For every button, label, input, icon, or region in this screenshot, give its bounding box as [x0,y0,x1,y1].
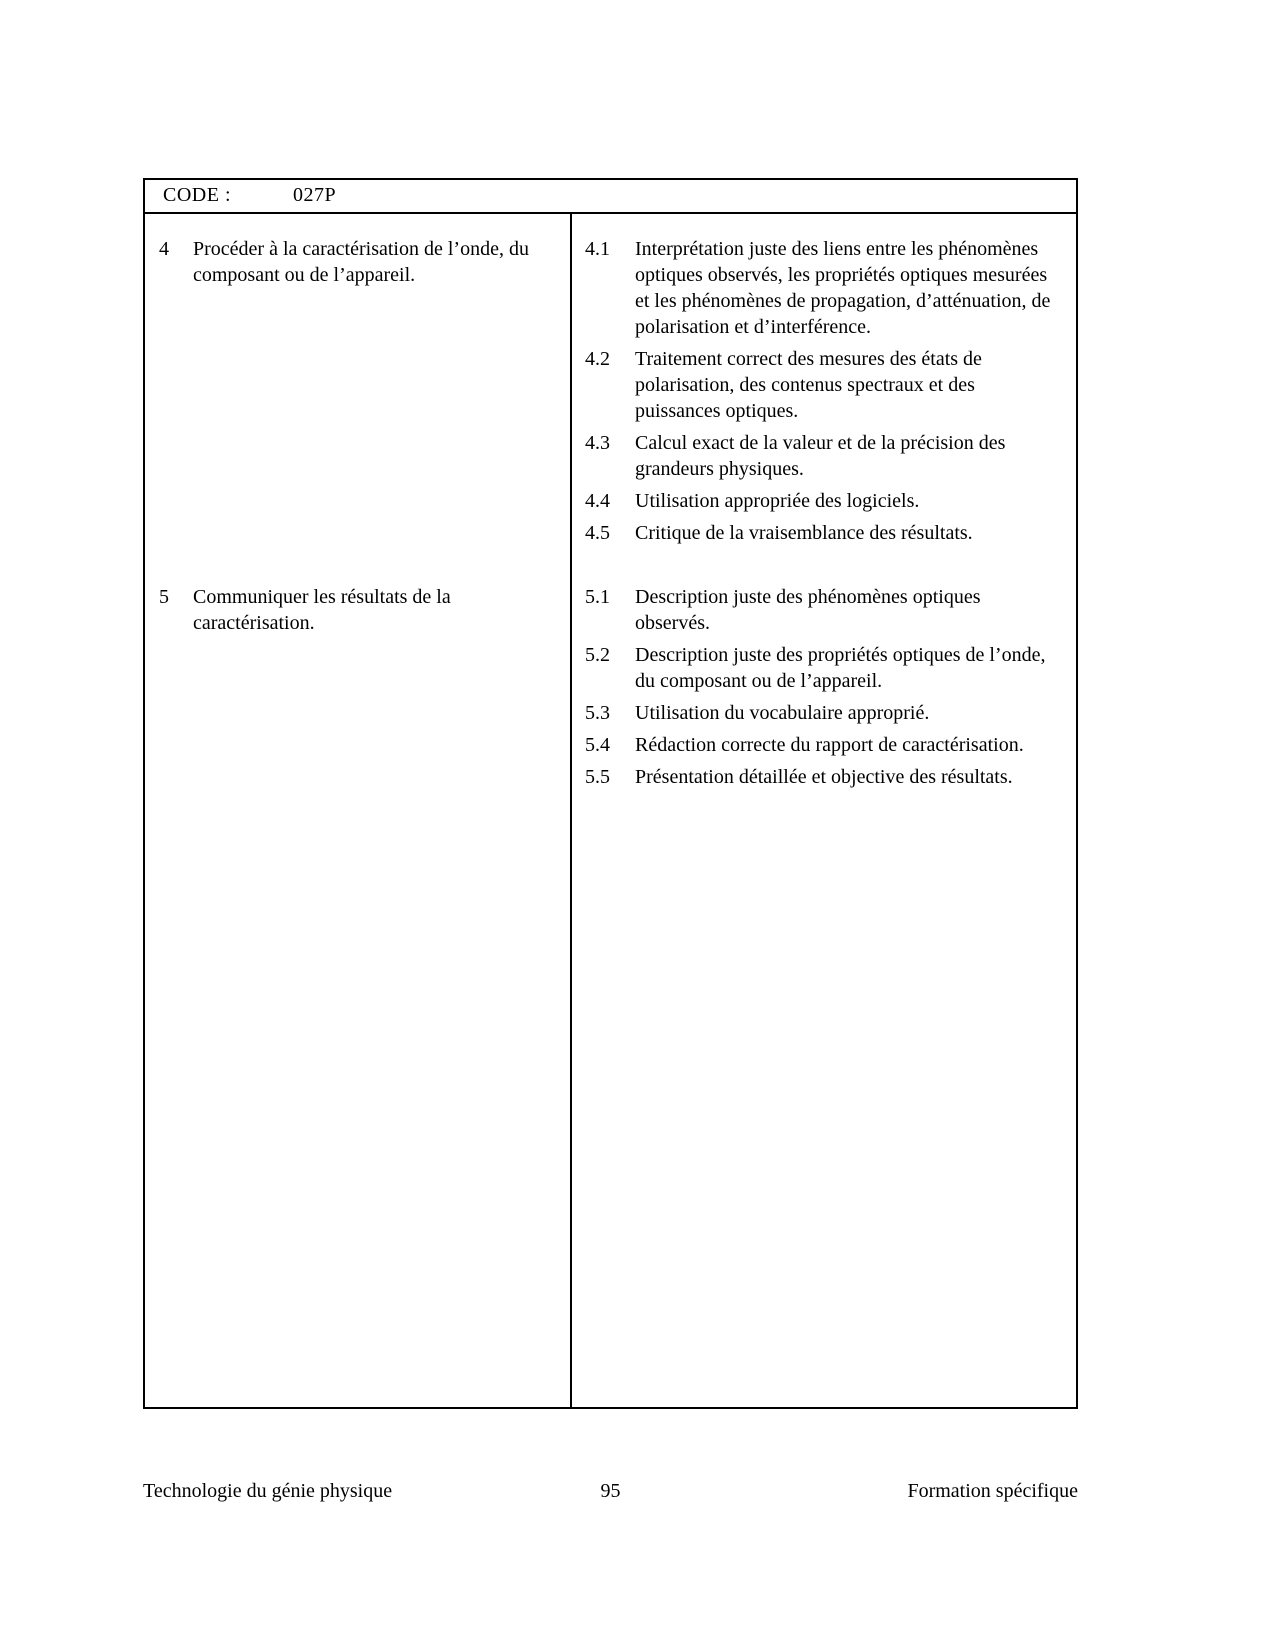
criterion-number: 5.5 [585,766,610,788]
code-label: CODE : [163,184,231,206]
criterion-5-3 [585,700,1052,726]
criterion-number: 4.4 [585,490,610,512]
page-number: 95 [600,1480,621,1502]
objective-cell [145,584,570,796]
criterion-number: 4.5 [585,522,610,544]
criteria-cell [570,236,1076,552]
page-footer [143,1480,1078,1503]
criterion-text: Calcul exact de la valeur et de la précision des grandeurs physiques. [635,432,1006,480]
criterion-text: Présentation détaillée et objective des résultats. [635,766,1013,788]
objective-number: 5 [159,586,169,608]
criterion-4-1 [585,236,1052,340]
objective-cell [145,236,570,552]
code-value: 027P [293,184,337,206]
footer-section-label: Formation spécifique [907,1480,1078,1502]
criterion-number: 4.3 [585,432,610,454]
criterion-text: Utilisation du vocabulaire approprié. [635,702,930,724]
criterion-text: Traitement correct des mesures des états de polarisation, des contenus spectraux et des puissances optiques. [635,348,982,422]
objective-5 [159,584,550,636]
criterion-5-5 [585,764,1052,790]
objective-row-4 [145,214,1076,552]
code-header [145,180,1076,214]
criterion-text: Description juste des propriétés optiques de l’onde, du composant ou de l’appareil. [635,644,1046,692]
criterion-5-1 [585,584,1052,636]
criterion-4-4 [585,488,1052,514]
criteria-cell [570,584,1076,796]
objective-text: Communiquer les résultats de la caractérisation. [193,586,451,634]
criterion-number: 5.2 [585,644,610,666]
criterion-number: 4.1 [585,238,610,260]
criterion-number: 5.1 [585,586,610,608]
criterion-text: Utilisation appropriée des logiciels. [635,490,920,512]
footer-document-title: Technologie du génie physique [143,1480,393,1502]
criterion-number: 5.3 [585,702,610,724]
criterion-text: Rédaction correcte du rapport de caractérisation. [635,734,1024,756]
criterion-4-3 [585,430,1052,482]
objective-number: 4 [159,238,169,260]
criterion-4-2 [585,346,1052,424]
criterion-number: 5.4 [585,734,610,756]
criterion-text: Critique de la vraisemblance des résultats. [635,522,973,544]
criterion-text: Description juste des phénomènes optiques observés. [635,586,981,634]
objective-row-5 [145,552,1076,796]
column-divider [570,214,572,1407]
table-body [145,214,1076,1407]
objective-4 [159,236,550,288]
criteria-table [143,178,1078,1409]
criterion-5-4 [585,732,1052,758]
criterion-number: 4.2 [585,348,610,370]
criterion-text: Interprétation juste des liens entre les phénomènes optiques observés, les propriétés optiques mesurées et les phénomènes de propagation, d’atténuation, de polarisation et d’interférence. [635,238,1051,338]
objective-text: Procéder à la caractérisation de l’onde, du composant ou de l’appareil. [193,238,529,286]
criterion-5-2 [585,642,1052,694]
criterion-4-5 [585,520,1052,546]
